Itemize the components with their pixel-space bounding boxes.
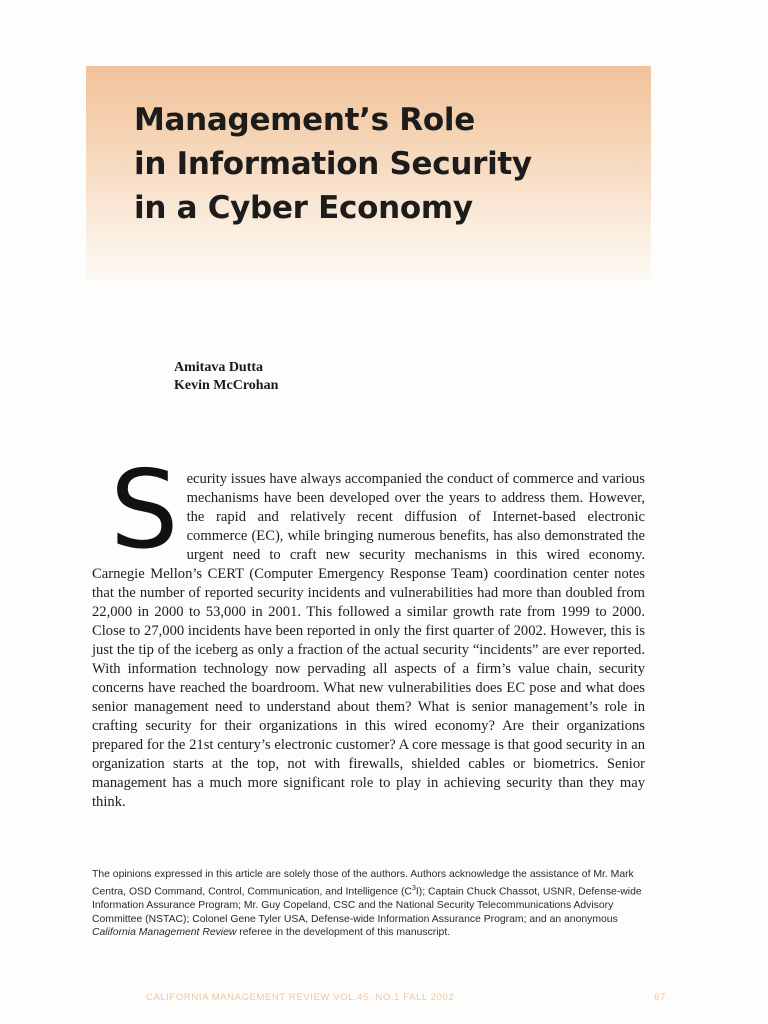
author-name: Amitava Dutta (174, 360, 264, 375)
footer-journal-info: CALIFORNIA MANAGEMENT REVIEW VOL.45, NO.1 FALL 2002 (146, 992, 455, 1003)
title-line-1: Management’s Role (134, 102, 475, 138)
article-body (92, 448, 645, 812)
footnote-superscript: 3 (411, 884, 416, 892)
author-name: Kevin McCrohan (174, 378, 279, 393)
drop-cap-letter: S (110, 448, 179, 573)
author-footnote (92, 868, 642, 940)
footnote-journal-name: California Management Review (92, 927, 237, 939)
footnote-text-part-2: I); Captain Chuck Chassot, USNR, Defense-wide Information Assurance Program; Mr. Guy Copeland, CSC and the National Security Telecommunications Advisory Committee (NSTAC); Colonel Gene Tyler USA, Defense-wide Information Assurance Program; and an anonymous (92, 886, 642, 925)
footnote-text-part-3: referee in the development of this manuscript. (236, 927, 451, 939)
page-number: 67 (654, 992, 666, 1003)
article-title (134, 98, 634, 230)
author-list (174, 359, 278, 395)
page-footer (146, 992, 666, 1003)
title-line-2: in Information Security (134, 146, 532, 182)
footnote-text-part-1: The opinions expressed in this article are solely those of the authors. Authors acknowledge the assistance of Mr. Mark Centra, OSD Command, Control, Communication, and Intelligence (C (92, 869, 634, 898)
article-body-text: ecurity issues have always accompanied the conduct of commerce and various mechanisms have been developed over the years to address them. However, the rapid and relatively recent diffusion of Internet-based electronic commerce (EC), while bringing numerous benefits, has also demonstrated the urgent need to craft new security mechanisms in this wired economy. Carnegie Mellon’s CERT (Computer Emergency Response Team) coordination center notes that the number of reported security incidents and vulnerabilities had more than doubled from 22,000 in 2000 to 53,000 in 2001. This followed a similar growth rate from 1999 to 2000. Close to 27,000 incidents have been reported in only the first quarter of 2002. However, this is just the tip of the iceberg as only a fraction of the actual security “incidents” are ever reported. With information technology now pervading all aspects of a firm’s value chain, security concerns have reached the boardroom. What new vulnerabilities does EC pose and what does senior management need to understand about them? What is senior management’s role in crafting security for their organizations in this wired economy? Are their organizations prepared for the 21st century’s electronic customer? A core message is that good security in an organization starts at the top, not with firewalls, shielded cables or biometrics. Senior management has a much more significant role to play in achieving security than they may think. (92, 471, 645, 810)
title-line-3: in a Cyber Economy (134, 190, 473, 226)
